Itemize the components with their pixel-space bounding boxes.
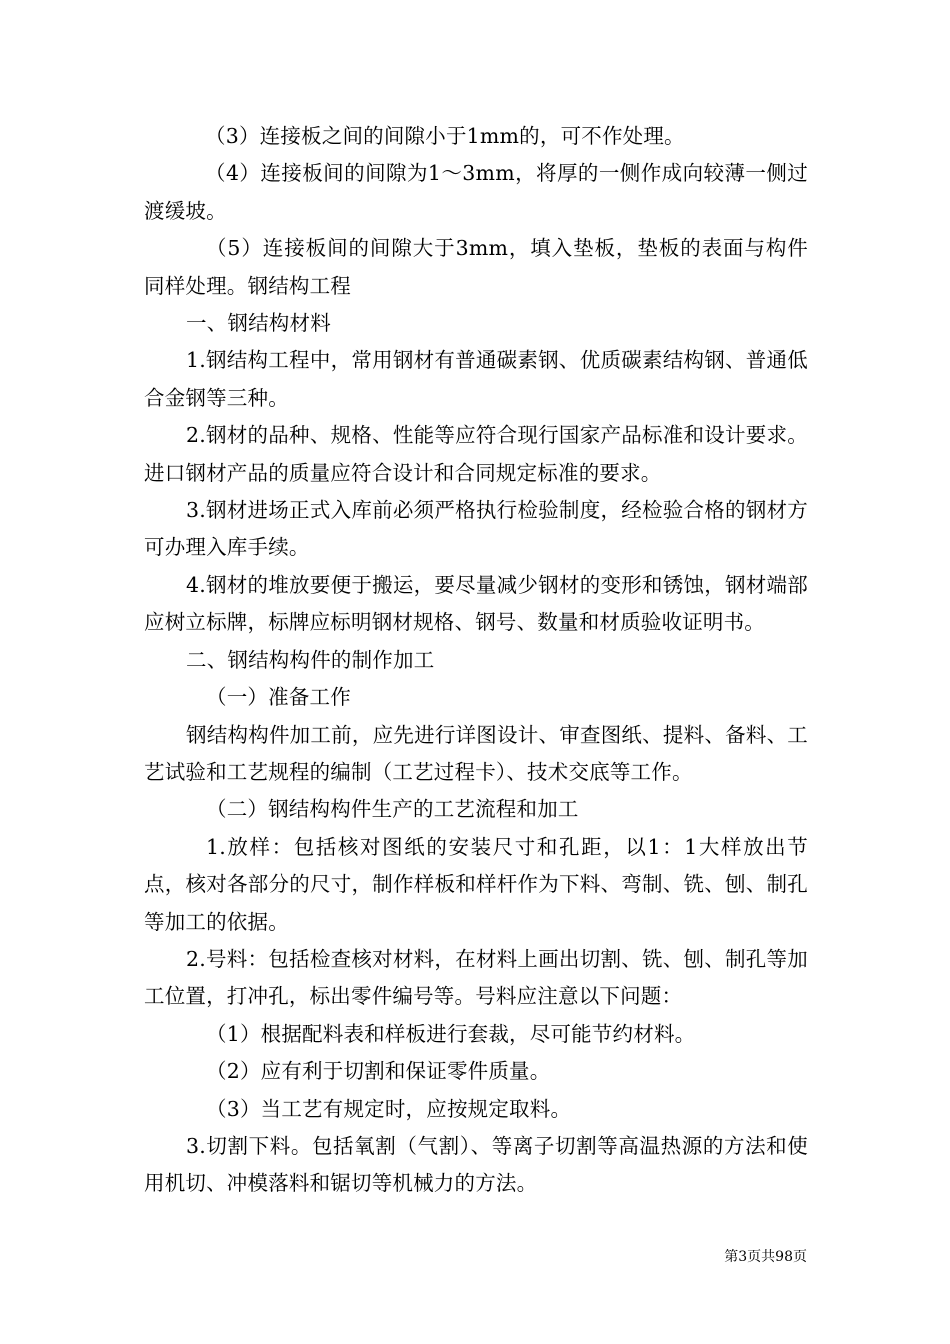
- paragraph-cutting: 3.切割下料。包括氧割（气割）、等离子切割等高温热源的方法和使用机切、冲模落料和锯切等机械力的方法。: [144, 1133, 808, 1196]
- heading-component-fabrication: 二、钢结构构件的制作加工: [186, 647, 435, 672]
- paragraph-steel-standards: 2.钢材的品种、规格、性能等应符合现行国家产品标准和设计要求。进口钢材产品的质量应符合设计和合同规定标准的要求。: [144, 423, 808, 485]
- paragraph-gap-over-3mm: （5）连接板间的间隙大于3mm，填入垫板，垫板的表面与构件同样处理。钢结构工程: [144, 236, 808, 298]
- paragraph-steel-types: 1.钢结构工程中，常用钢材有普通碳素钢、优质碳素结构钢、普通低合金钢等三种。: [144, 348, 808, 410]
- document-body: [144, 118, 808, 1203]
- paragraph-steel-storage: 4.钢材的堆放要便于搬运，要尽量减少钢材的变形和锈蚀，钢材端部应树立标牌，标牌应标明钢材规格、钢号、数量和材质验收证明书。: [144, 572, 808, 635]
- paragraph-layout: 1.放样：包括核对图纸的安装尺寸和孔距，以1：1大样放出节点，核对各部分的尺寸，制作样板和样杆作为下料、弯制、铣、刨、制孔等加工的依据。: [144, 834, 808, 934]
- page-number: 第3页共98页: [724, 1249, 807, 1265]
- heading-preparation: （一）准备工作: [206, 685, 351, 710]
- paragraph-steel-inspection: 3.钢材进场正式入库前必须严格执行检验制度，经检验合格的钢材方可办理入库手续。: [144, 498, 808, 560]
- heading-process-flow: （二）钢结构构件生产的工艺流程和加工: [206, 797, 579, 822]
- heading-steel-materials: 一、钢结构材料: [186, 311, 331, 336]
- paragraph-preparation: 钢结构构件加工前，应先进行详图设计、审查图纸、提料、备料、工艺试验和工艺规程的编制（工艺过程卡）、技术交底等工作。: [144, 722, 808, 784]
- paragraph-gap-under-1mm: （3）连接板之间的间隙小于1mm的，可不作处理。: [205, 124, 685, 148]
- list-item-nesting: （1）根据配料表和样板进行套裁，尽可能节约材料。: [206, 1021, 696, 1046]
- list-item-process-rules: （3）当工艺有规定时，应按规定取料。: [206, 1096, 572, 1121]
- list-item-cutting-quality: （2）应有利于切割和保证零件质量。: [206, 1059, 551, 1084]
- paragraph-marking: 2.号料：包括检查核对材料，在材料上画出切割、铣、刨、制孔等加工位置，打冲孔，标出零件编号等。号料应注意以下问题：: [144, 946, 808, 1009]
- paragraph-gap-1-3mm: （4）连接板间的间隙为1～3mm，将厚的一侧作成向较薄一侧过渡缓坡。: [144, 161, 808, 223]
